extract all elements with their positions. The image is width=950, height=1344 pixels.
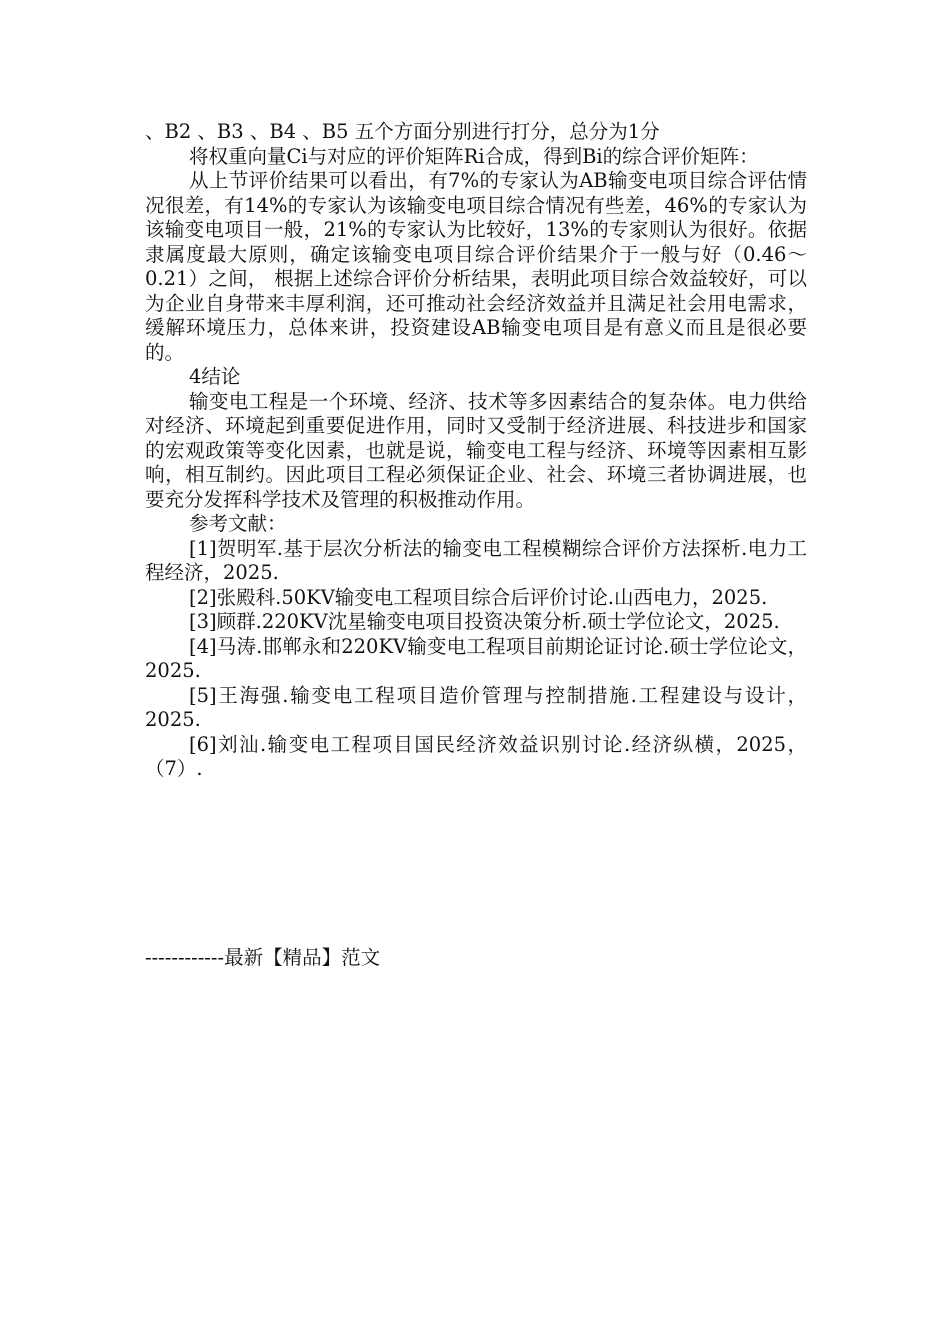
paragraph-evaluation-result: 从上节评价结果可以看出，有7%的专家认为AB输变电项目综合评估情况很差，有14%的专家认为该输变电项目综合情况有些差，46%的专家认为该输变电项目一般，21%的专家认为比较好，13%的专家则认为很好。依据隶属度最大原则，确定该输变电项目综合评价结果介于一般与好（0.46～0.21）之间， 根据上述综合评价分析结果，表明此项目综合效益较好，可以为企业自身带来丰厚利润，还可推动社会经济效益并且满足社会用电需求，缓解环境压力，总体来讲，投资建设AB输变电项目是有意义而且是很必要的。	[145, 169, 807, 364]
reference-item: [4]马涛.邯郸永和220KV输变电工程项目前期论证讨论.硕士学位论文，2025.	[145, 634, 807, 682]
document-body	[145, 120, 807, 782]
references-title: 参考文献：	[189, 512, 287, 535]
reference-list	[145, 537, 807, 782]
reference-item: [3]顾群.220KV沈星输变电项目投资决策分析.硕士学位论文，2025.	[189, 610, 780, 633]
paragraph-matrix: 将权重向量Ci与对应的评价矩阵Ri合成，得到Bi的综合评价矩阵：	[189, 144, 759, 168]
footer-label: ------------最新【精品】范文	[145, 946, 381, 969]
reference-item: [2]张殿科.50KV输变电工程项目综合后评价讨论.山西电力，2025.	[189, 585, 768, 609]
paragraph-scoring: 、B2 、B3 、B4 、B5 五个方面分别进行打分，总分为1分	[145, 120, 660, 143]
reference-item: [6]刘汕.输变电工程项目国民经济效益识别讨论.经济纵横，2025，（7）.	[145, 732, 807, 780]
paragraph-conclusion: 输变电工程是一个环境、经济、技术等多因素结合的复杂体。电力供给对经济、环境起到重要促进作用，同时又受制于经济进展、科技进步和国家的宏观政策等变化因素，也就是说，输变电工程与经济、环境等因素相互影响，相互制约。因此项目工程必须保证企业、社会、环境三者协调进展，也要充分发挥科学技术及管理的积极推动作用。	[145, 389, 807, 511]
reference-item: [1]贺明军.基于层次分析法的输变电工程模糊综合评价方法探析.电力工程经济，2025.	[145, 536, 807, 584]
reference-item: [5]王海强.输变电工程项目造价管理与控制措施.工程建设与设计，2025.	[145, 683, 807, 731]
section-heading-conclusion: 4结论	[189, 365, 241, 388]
